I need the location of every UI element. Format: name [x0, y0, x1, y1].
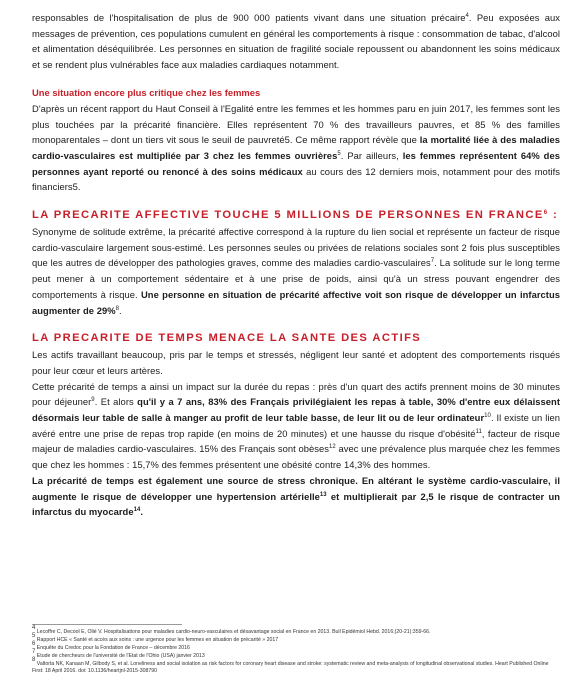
footnote-number: 5	[32, 632, 36, 639]
paragraph-precarite-hospitalisation	[32, 10, 560, 73]
footnote-ref: 13	[319, 491, 327, 498]
text-span: . Par ailleurs,	[340, 149, 403, 161]
subheading-femmes: Une situation encore plus critique chez les femmes	[32, 86, 261, 98]
footnote-text: Etude de chercheurs de l'université de l'Etat de l'Ohio (USA) janvier 2013	[36, 652, 205, 659]
footnote-ref: 4	[465, 13, 469, 19]
paragraph-precarite-affective	[32, 224, 560, 318]
heading-precarite-temps	[32, 331, 560, 345]
footnote-ref: 11	[475, 428, 482, 435]
text-span: . Et alors	[94, 396, 138, 408]
paragraph-actifs: Les actifs travaillant beaucoup, pris par le temps et stressés, négligent leur santé et adoptent des comportements risqués pour leur cœur et leurs artères.	[32, 349, 560, 376]
bold-text: Une personne en situation de précarité affective voit son risque de développer un infarctus augmenter de 29%	[32, 288, 561, 316]
footnote-ref: 8	[115, 305, 120, 312]
heading-precarite-affective	[32, 208, 560, 222]
footnotes	[32, 625, 560, 674]
footnote-text: Valtorta NK, Kanaan M, Gilbody S, et al. Loneliness and social isolation as risk factors for coronary heart disease and stroke: systematic review and meta-analysis of longitudinal observational studies. Heart Published Online First: 18 April 2016. doi: 10.1136/heartjnl-2015-308790	[32, 660, 549, 674]
document-body	[32, 0, 560, 520]
footnote-divider	[32, 624, 182, 625]
text-span: La précarité de temps est également une source de stress chronique. En altérant le système cardio-vasculaire, il augmente le risque de développer une hypertension artérielle	[32, 474, 560, 502]
footnote-8	[32, 656, 560, 675]
text-span: . La solitude sur le long terme peut mener à un comportement sédentaire et à une prise de poids, ainsi qu'à un stress pouvant engendrer des comportements à risque.	[32, 257, 560, 300]
text-span: au cours des 12 derniers mois, notamment pour des motifs financiers5.	[32, 165, 560, 193]
paragraph-femmes	[32, 101, 560, 195]
paragraph-duree-repas	[32, 379, 560, 473]
footnote-text: Rapport HCE « Santé et accès aux soins : une urgence pour les femmes en situation de précarité » 2017	[36, 636, 279, 643]
footnote-number: 6	[32, 640, 36, 647]
footnote-ref: 9	[91, 397, 95, 404]
text-span: et multiplierait par 2,5 le risque de contracter un infarctus du myocarde	[32, 490, 561, 518]
footnote-number: 8	[32, 656, 36, 663]
text-span: Synonyme de solitude extrême, la précarité affective correspond à la rupture du lien social et représente un facteur de risque cardio-vasculaire largement sous-estimé. Les personnes seules ou privées de relations sociales sont 2 fois plus susceptibles que les autres de développer des pathologies graves, comme des maladies cardio-vasculaires	[32, 226, 560, 269]
footnote-text: Enquête du Credoc pour la Fondation de France – décembre 2016	[36, 644, 190, 651]
footnote-6	[32, 640, 560, 652]
text-span: responsables de l'hospitalisation de plus de 900 000 patients vivant dans une situation précaire	[32, 12, 466, 23]
text-span: . Il existe un lien avéré entre une prise de repas trop rapide (en moins de 20 minutes) et une hausse du risque d'obésité	[32, 412, 560, 439]
text-span: .	[119, 304, 122, 316]
footnote-ref: 6	[543, 210, 549, 217]
text-span: Cette précarité de temps a ainsi un impact sur la durée du repas : près d'un quart des actifs prennent moins de 30 minutes pour déjeuner	[32, 380, 560, 408]
footnote-4	[32, 625, 560, 636]
footnote-number: 4	[32, 625, 36, 631]
footnote-ref: 14	[133, 507, 141, 514]
paragraph-stress-chronique	[32, 473, 560, 520]
footnote-ref: 7	[430, 258, 435, 265]
footnote-ref: 10	[484, 413, 491, 420]
bold-text: la mortalité liée à des maladies cardio-vasculaires est multipliée par 3 chez les femmes ouvrières	[32, 134, 561, 161]
footnote-7	[32, 648, 560, 660]
text-span: . Peu exposées aux messages de prévention, ces populations cumulent en général les comportements à risque : consommation de tabac, d'alcool et alimentation déséquilibrée. Les personnes en situation de fragilité sociale repoussent ou abandonnent les soins médicaux et se rendent plus vulnérables face aux maladies cardiaques notamment.	[32, 12, 561, 71]
bold-text: qu'il y a 7 ans, 83% des Français privilégiaient les repas à table, 30% d'entre eux délaissent désormais leur table de salle à manger au profit de leur table basse, de leur lit ou de leur ordinateur	[32, 396, 560, 424]
text-span: , facteur de risque majeur de maladies cardio-vasculaires. 15% des Français sont obèses	[32, 427, 560, 455]
text-span: avec une prévalence plus marquée chez les femmes que chez les hommes : 15,7% des femmes présentent une obésité contre 14,3% des hommes.	[32, 443, 560, 471]
heading-text: LA PRECARITE DE TEMPS MENACE LA SANTE DES ACTIFS	[32, 332, 422, 345]
footnote-number: 7	[32, 648, 36, 655]
text-span: .	[140, 506, 144, 518]
text-span: D'après un récent rapport du Haut Conseil à l'Egalité entre les femmes et les hommes paru en juin 2017, les femmes sont les plus touchées par la précarité financière. Elles représentent 70 % des travailleurs pauvres, et 85 % des familles monoparentales – dont un tiers vit sous le seuil de pauvreté5. Ce même rapport révèle que	[32, 102, 560, 146]
footnote-ref: 12	[329, 444, 336, 451]
heading-punctuation: :	[548, 209, 559, 222]
footnote-ref: 5	[337, 150, 341, 157]
heading-text: LA PRECARITE AFFECTIVE TOUCHE 5 MILLIONS DE PERSONNES EN FRANCE	[32, 209, 544, 222]
footnote-text: Lecoffre C, Decool E, Olié V. Hospitalisations pour maladies cardio-neuro-vasculaires et désavantage social en France en 2013. Bull Epidémiol Hebd. 2016;(20-21):359-66.	[36, 629, 431, 635]
bold-text: les femmes représentent 64% des personnes ayant reporté ou renoncé à des soins médicaux	[32, 149, 560, 177]
